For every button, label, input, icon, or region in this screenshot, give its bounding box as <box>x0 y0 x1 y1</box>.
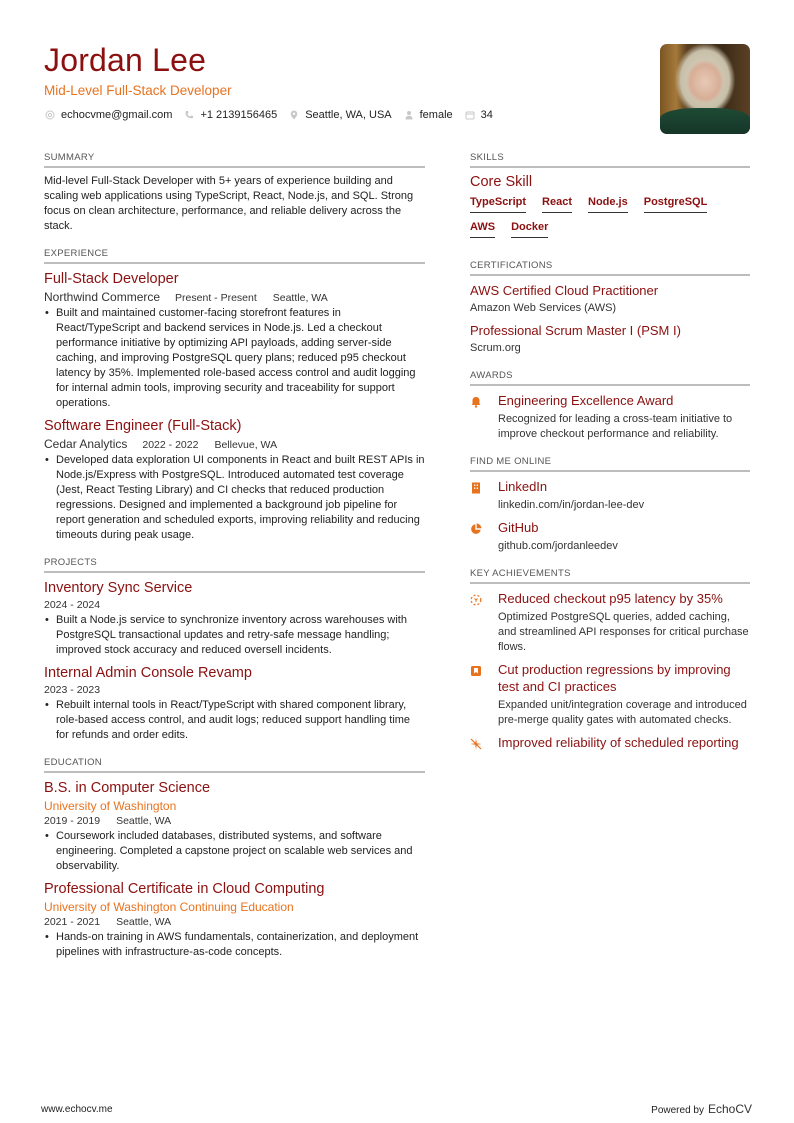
job-meta <box>44 437 425 451</box>
online-section <box>470 456 750 554</box>
education-location: Seattle, WA <box>116 916 172 928</box>
project-name: Internal Admin Console Revamp <box>44 665 252 681</box>
section-heading: EXPERIENCE <box>44 248 425 264</box>
achievement-description: Expanded unit/integration coverage and introduced pre-merge quality gates with automated checks. <box>498 699 747 726</box>
education-bullet: • Hands-on training in AWS fundamentals, containerization, and deployment pipelines with infrastructure-as-code concepts. <box>44 930 425 960</box>
certification-issuer: Scrum.org <box>470 342 521 354</box>
project-entry <box>44 664 425 743</box>
projects-section <box>44 557 425 743</box>
section-heading: KEY ACHIEVEMENTS <box>470 568 750 584</box>
gender-text: female <box>419 109 453 121</box>
award-description: Recognized for leading a cross-team initiative to improve checkout performance and reliability. <box>498 413 733 440</box>
section-heading: AWARDS <box>470 370 750 386</box>
skill-tag: React <box>542 196 572 213</box>
skill-list <box>470 196 750 246</box>
profile-url[interactable]: github.com/jordanleedev <box>498 540 618 552</box>
education-dates: 2021 - 2021 <box>44 916 101 928</box>
job-title: Full-Stack Developer <box>44 271 179 287</box>
contact-gender <box>404 109 453 121</box>
certification-issuer: Amazon Web Services (AWS) <box>470 302 617 314</box>
job-dates: 2022 - 2022 <box>142 439 199 451</box>
skill-tag: Node.js <box>588 196 628 213</box>
project-name: Inventory Sync Service <box>44 580 193 596</box>
project-bullet: • Rebuilt internal tools in React/TypeScript with shared component library, role-based access control, and audit logs; reduced support handling time for refunds and order edits. <box>44 698 425 743</box>
skill-group-title: Core Skill <box>470 174 533 190</box>
contact-bar <box>45 109 505 121</box>
achievement-entry <box>470 590 750 655</box>
education-entry <box>44 779 425 874</box>
achievement-title: Reduced checkout p95 latency by 35% <box>498 591 723 606</box>
right-column <box>470 152 750 769</box>
calendar-icon <box>465 110 475 120</box>
left-column <box>44 152 425 974</box>
experience-entry <box>44 417 425 543</box>
achievement-entry <box>470 734 750 755</box>
experience-section <box>44 248 425 543</box>
sparkle-off-icon <box>470 738 482 750</box>
section-heading: SKILLS <box>470 152 750 168</box>
user-icon <box>404 110 414 120</box>
contact-location <box>289 109 391 121</box>
skill-tag: PostgreSQL <box>644 196 708 213</box>
education-bullet: • Coursework included databases, distributed systems, and software engineering. Completed a capstone project on scalable web services and observability. <box>44 829 425 874</box>
summary-text: Mid-level Full-Stack Developer with 5+ years of experience building and scaling web applications using TypeScript, React, Node.js, and SQL. Strong focus on clean architecture, performance, and reliable delivery across the stack. <box>44 175 414 232</box>
contact-phone[interactable] <box>184 109 277 121</box>
online-profile-github[interactable] <box>470 519 750 554</box>
contact-email[interactable] <box>45 109 172 121</box>
section-heading: FIND ME ONLINE <box>470 456 750 472</box>
job-dates: Present - Present <box>175 292 257 304</box>
company-name: Northwind Commerce <box>44 290 161 304</box>
achievements-section <box>470 568 750 755</box>
contact-age <box>465 109 493 121</box>
job-bullet: • Developed data exploration UI components in React and built REST APIs in Node.js/Express with PostgreSQL. Introduced automated test coverage (Jest, React Testing Library) and CI checks that reduced production regressions. Designed and implemented a background job pipeline for report generation and scheduled exports, improving reliability and reducing timeouts during peak usage. <box>44 453 425 543</box>
award-title: Engineering Excellence Award <box>498 393 674 408</box>
profile-photo <box>660 44 750 134</box>
project-bullet: • Built a Node.js service to synchronize inventory across warehouses with PostgreSQL transactional updates and retry-safe message handling; improved stock accuracy and reduced oversell incidents. <box>44 613 425 658</box>
footer-powered-by <box>651 1102 752 1116</box>
section-heading: EDUCATION <box>44 757 425 773</box>
phone-text: +1 2139156465 <box>200 109 278 121</box>
education-entry <box>44 880 425 960</box>
certification-name: Professional Scrum Master I (PSM I) <box>470 323 681 338</box>
job-location: Seattle, WA <box>272 292 328 304</box>
dashed-circle-icon <box>470 594 482 606</box>
summary-section <box>44 152 425 234</box>
education-dates: 2019 - 2019 <box>44 815 101 827</box>
section-heading: CERTIFICATIONS <box>470 260 750 276</box>
project-dates: 2023 - 2023 <box>44 684 101 696</box>
achievement-description: Optimized PostgreSQL queries, added caching, and streamlined API responses for critical purchase flows. <box>498 611 749 653</box>
brand-name[interactable]: EchoCV <box>707 1102 752 1116</box>
job-bullet: • Built and maintained customer-facing storefront features in React/TypeScript and backend services in Node.js. Led a checkout performance initiative by optimizing API payloads, adding server-side caching, and improving PostgreSQL query plans; reduced p95 checkout latency by 35%. Implemented role-based access control and audit logging for internal admin tools, improving security and traceability for support operations. <box>44 306 425 411</box>
awards-section <box>470 370 750 442</box>
powered-by-label: Powered by <box>651 1105 704 1116</box>
map-pin-icon <box>289 110 299 120</box>
candidate-title: Mid-Level Full-Stack Developer <box>44 83 232 98</box>
email-text: echocvme@gmail.com <box>61 109 173 121</box>
achievement-title: Cut production regressions by improving test and CI practices <box>498 662 731 694</box>
at-icon <box>45 110 55 120</box>
job-location: Bellevue, WA <box>214 439 278 451</box>
footer-website[interactable]: www.echocv.me <box>41 1104 113 1115</box>
skill-tag: Docker <box>511 221 548 238</box>
award-entry <box>470 392 750 442</box>
age-text: 34 <box>480 109 493 121</box>
section-heading: SUMMARY <box>44 152 425 168</box>
profile-name: GitHub <box>498 520 539 535</box>
pie-chart-icon <box>470 523 482 535</box>
certifications-section <box>470 260 750 356</box>
bell-icon <box>470 396 482 408</box>
school-name: University of Washington Continuing Education <box>44 900 294 914</box>
degree-name: Professional Certificate in Cloud Computing <box>44 881 325 897</box>
achievement-title: Improved reliability of scheduled reporting <box>498 735 739 750</box>
profile-url[interactable]: linkedin.com/in/jordan-lee-dev <box>498 499 645 511</box>
company-name: Cedar Analytics <box>44 437 128 451</box>
phone-icon <box>184 110 194 120</box>
achievement-entry <box>470 661 750 728</box>
education-location: Seattle, WA <box>116 815 172 827</box>
candidate-name: Jordan Lee <box>44 42 207 78</box>
job-title: Software Engineer (Full-Stack) <box>44 418 242 434</box>
education-section <box>44 757 425 960</box>
section-heading: PROJECTS <box>44 557 425 573</box>
experience-entry <box>44 270 425 411</box>
job-meta <box>44 290 425 304</box>
skills-section <box>470 152 750 246</box>
project-entry <box>44 579 425 658</box>
skill-tag: TypeScript <box>470 196 526 213</box>
building-icon <box>470 482 482 494</box>
degree-name: B.S. in Computer Science <box>44 780 211 796</box>
profile-name: LinkedIn <box>498 479 548 494</box>
school-name: University of Washington <box>44 799 177 813</box>
certification-name: AWS Certified Cloud Practitioner <box>470 283 659 298</box>
project-dates: 2024 - 2024 <box>44 599 101 611</box>
location-text: Seattle, WA, USA <box>305 109 392 121</box>
skill-tag: AWS <box>470 221 495 238</box>
online-profile-linkedin[interactable] <box>470 478 750 513</box>
bookmark-icon <box>470 665 482 677</box>
